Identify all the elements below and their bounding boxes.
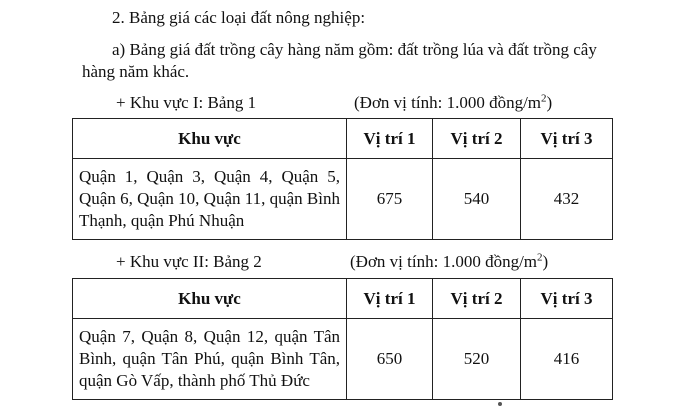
header-khu-vuc: Khu vực — [73, 279, 347, 319]
value-vi-tri-3: 432 — [521, 159, 613, 240]
unit-text: (Đơn vị tính: 1.000 đồng/m — [350, 252, 538, 271]
table-header-row — [73, 119, 613, 159]
area-cell: Quận 1, Quận 3, Quận 4, Quận 5, Quận 6, Quận 10, Quận 11, quận Bình Thạnh, quận Phú Nhuận — [73, 159, 347, 240]
unit-superscript: 2 — [541, 92, 547, 105]
area-cell: Quận 7, Quận 8, Quận 12, quận Tân Bình, quận Tân Phú, quận Bình Tân, quận Gò Vấp, thành phố Thủ Đức — [73, 319, 347, 400]
header-vi-tri-2: Vị trí 2 — [433, 119, 521, 159]
unit-superscript: 2 — [537, 251, 543, 264]
price-table-1 — [72, 118, 613, 240]
header-vi-tri-1: Vị trí 1 — [347, 279, 433, 319]
unit-close: ) — [542, 252, 549, 271]
unit-close: ) — [546, 93, 553, 112]
header-vi-tri-1: Vị trí 1 — [347, 119, 433, 159]
paragraph-a-line-1: a) Bảng giá đất trồng cây hàng năm gồm: đất trồng lúa và đất trồng cây — [112, 40, 597, 59]
paragraph-a-line-2: hàng năm khác. — [82, 62, 190, 81]
value-vi-tri-3: 416 — [521, 319, 613, 400]
table1-unit — [354, 93, 552, 113]
header-vi-tri-3: Vị trí 3 — [521, 119, 613, 159]
value-vi-tri-2: 520 — [433, 319, 521, 400]
table2-caption: + Khu vực II: Bảng 2 — [116, 252, 262, 271]
unit-text: (Đơn vị tính: 1.000 đồng/m — [354, 93, 542, 112]
header-vi-tri-2: Vị trí 2 — [433, 279, 521, 319]
table-header-row — [73, 279, 613, 319]
value-vi-tri-1: 675 — [347, 159, 433, 240]
table1-caption: + Khu vực I: Bảng 1 — [116, 93, 257, 112]
table2-unit — [350, 252, 548, 272]
price-table-2 — [72, 278, 613, 400]
header-vi-tri-3: Vị trí 3 — [521, 279, 613, 319]
stray-mark — [498, 402, 502, 406]
header-khu-vuc: Khu vực — [73, 119, 347, 159]
value-vi-tri-2: 540 — [433, 159, 521, 240]
value-vi-tri-1: 650 — [347, 319, 433, 400]
table-row — [73, 319, 613, 400]
section-heading: 2. Bảng giá các loại đất nông nghiệp: — [112, 8, 366, 27]
table-row — [73, 159, 613, 240]
